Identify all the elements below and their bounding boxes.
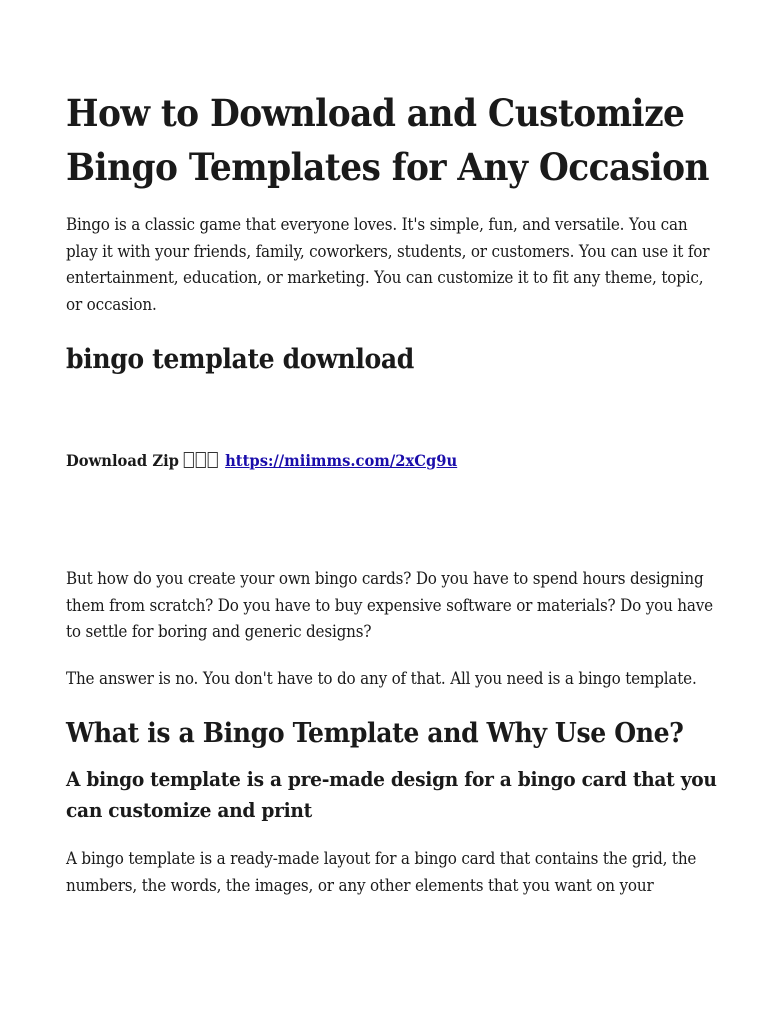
paragraph-ready-made-layout: A bingo template is a ready-made layout for a bingo card that contains the grid, the numbers, the words, the images, or any other elements that you want on your bbox=[66, 849, 697, 895]
intro-paragraph: Bingo is a classic game that everyone loves. It's simple, fun, and versatile. You can play it with your friends, family, coworkers, students, or customers. You can use it for entertainment, education, or marketing. You can customize it to fit any theme, topic, or occasion. bbox=[66, 215, 710, 314]
download-line bbox=[66, 448, 716, 474]
arrow-icon bbox=[184, 451, 220, 470]
download-label: Download Zip bbox=[66, 451, 179, 470]
section-heading-what-is-bingo-template: What is a Bingo Template and Why Use One? bbox=[66, 718, 684, 749]
article-body bbox=[66, 86, 716, 899]
paragraph-how-create: But how do you create your own bingo cards? Do you have to spend hours designing them from scratch? Do you have to buy expensive software or materials? Do you have to settle for boring and generic designs? bbox=[66, 569, 713, 641]
download-link[interactable]: https://miimms.com/2xCg9u bbox=[225, 451, 458, 470]
subheading-pre-made-design: A bingo template is a pre-made design for a bingo card that you can customize and print bbox=[66, 767, 717, 822]
section-heading-bingo-template-download: bingo template download bbox=[66, 344, 414, 375]
article-title: How to Download and Customize Bingo Templates for Any Occasion bbox=[66, 91, 709, 189]
paragraph-answer: The answer is no. You don't have to do any of that. All you need is a bingo template. bbox=[66, 668, 697, 688]
